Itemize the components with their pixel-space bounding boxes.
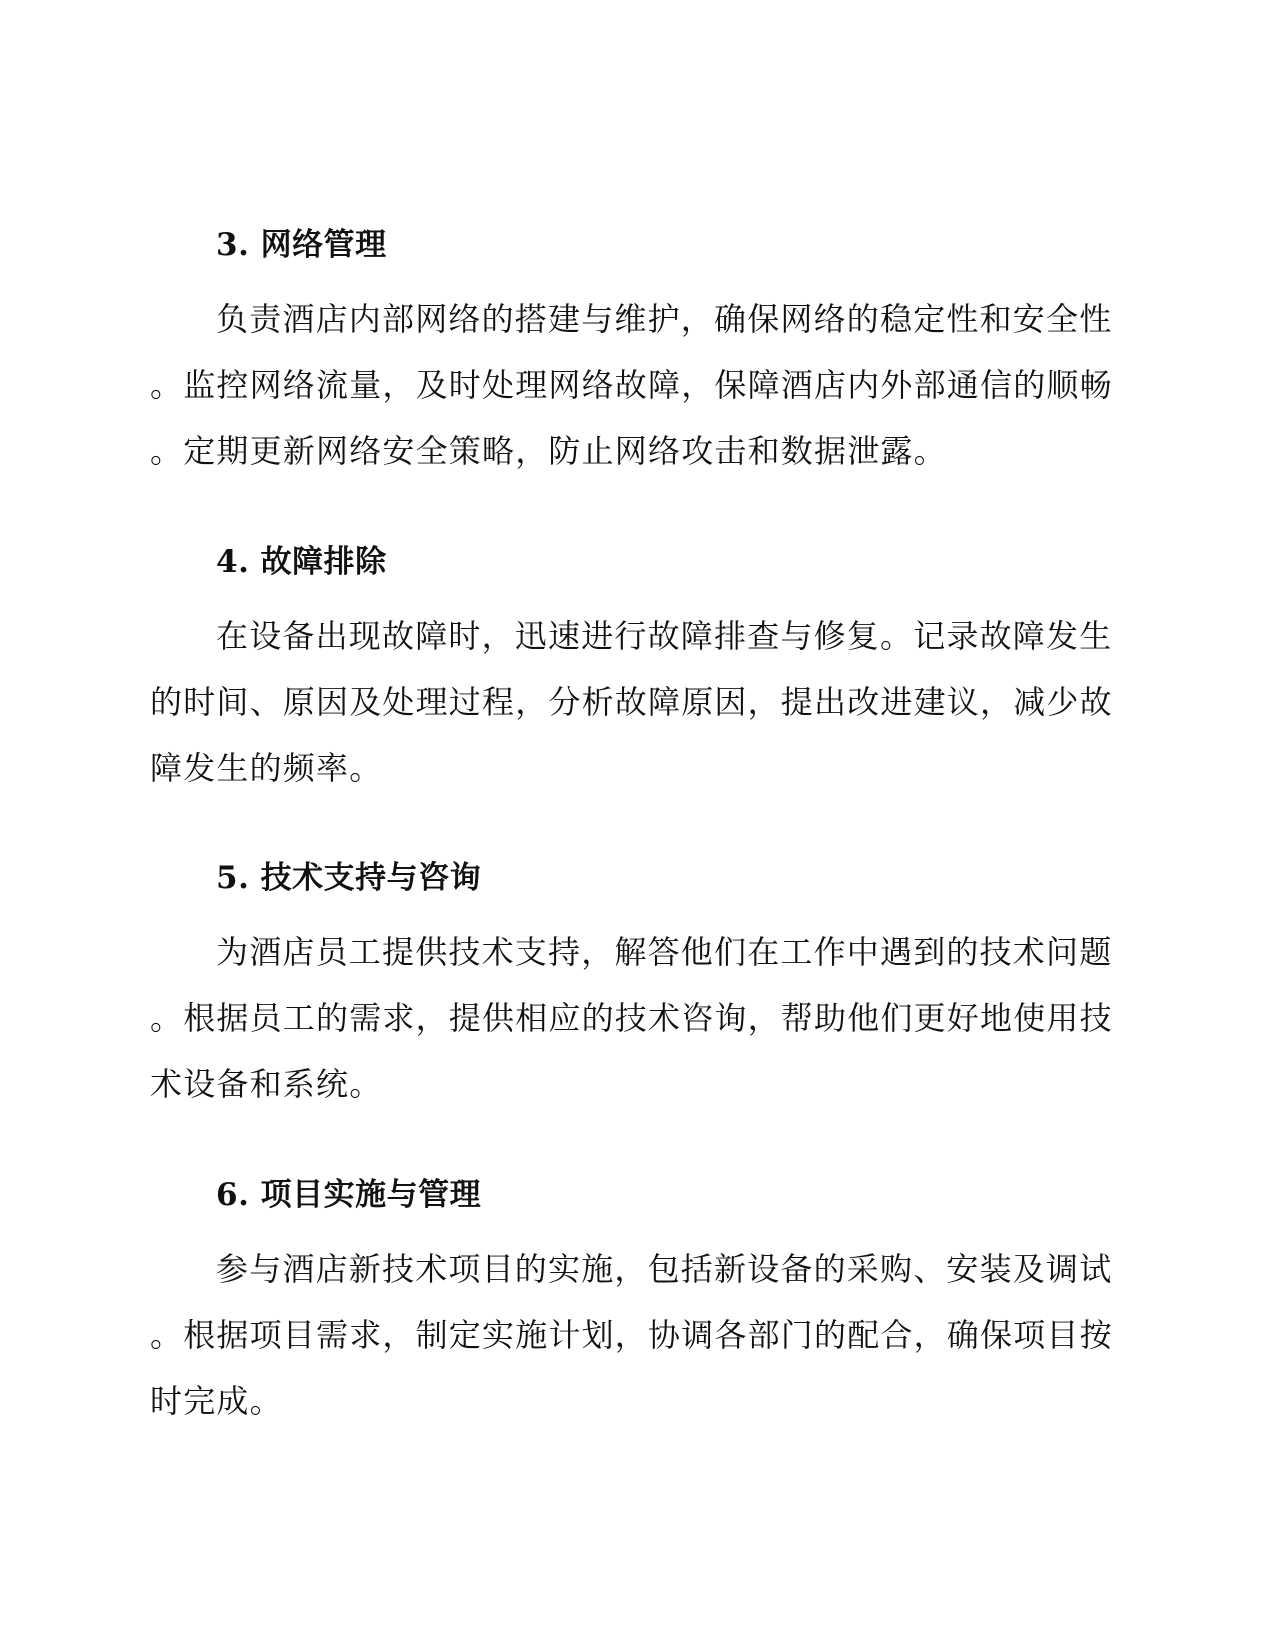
section-heading: 6. 项目实施与管理 [216, 1177, 482, 1213]
paragraph-line: 负责酒店内部网络的搭建与维护，确保网络的稳定性和安全性 [216, 300, 1113, 338]
section-paragraph [150, 919, 1113, 1117]
paragraph-line: 。定期更新网络安全策略，防止网络攻击和数据泄露。 [150, 432, 947, 470]
section-heading: 4. 故障排除 [216, 544, 387, 580]
section-paragraph [150, 603, 1113, 801]
section-troubleshooting [150, 542, 1113, 801]
section-paragraph [150, 286, 1113, 484]
paragraph-line: 。根据项目需求，制定实施计划，协调各部门的配合，确保项目按 [150, 1316, 1113, 1354]
section-network-management [150, 225, 1113, 484]
paragraph-line: 术设备和系统。 [150, 1065, 383, 1103]
paragraph-line: 时完成。 [150, 1382, 283, 1420]
paragraph-line: 障发生的频率。 [150, 749, 383, 787]
section-heading: 5. 技术支持与咨询 [216, 860, 482, 896]
section-project-management [150, 1175, 1113, 1434]
paragraph-line: 为酒店员工提供技术支持，解答他们在工作中遇到的技术问题 [216, 933, 1113, 971]
paragraph-line: 在设备出现故障时，迅速进行故障排查与修复。记录故障发生 [216, 617, 1113, 655]
paragraph-line: 。监控网络流量，及时处理网络故障，保障酒店内外部通信的顺畅 [150, 366, 1113, 404]
paragraph-line: 。根据员工的需求，提供相应的技术咨询，帮助他们更好地使用技 [150, 999, 1113, 1037]
section-heading: 3. 网络管理 [216, 227, 387, 263]
section-paragraph [150, 1236, 1113, 1434]
section-technical-support [150, 858, 1113, 1117]
paragraph-line: 参与酒店新技术项目的实施，包括新设备的采购、安装及调试 [216, 1250, 1113, 1288]
paragraph-line: 的时间、原因及处理过程，分析故障原因，提出改进建议，减少故 [150, 683, 1113, 721]
